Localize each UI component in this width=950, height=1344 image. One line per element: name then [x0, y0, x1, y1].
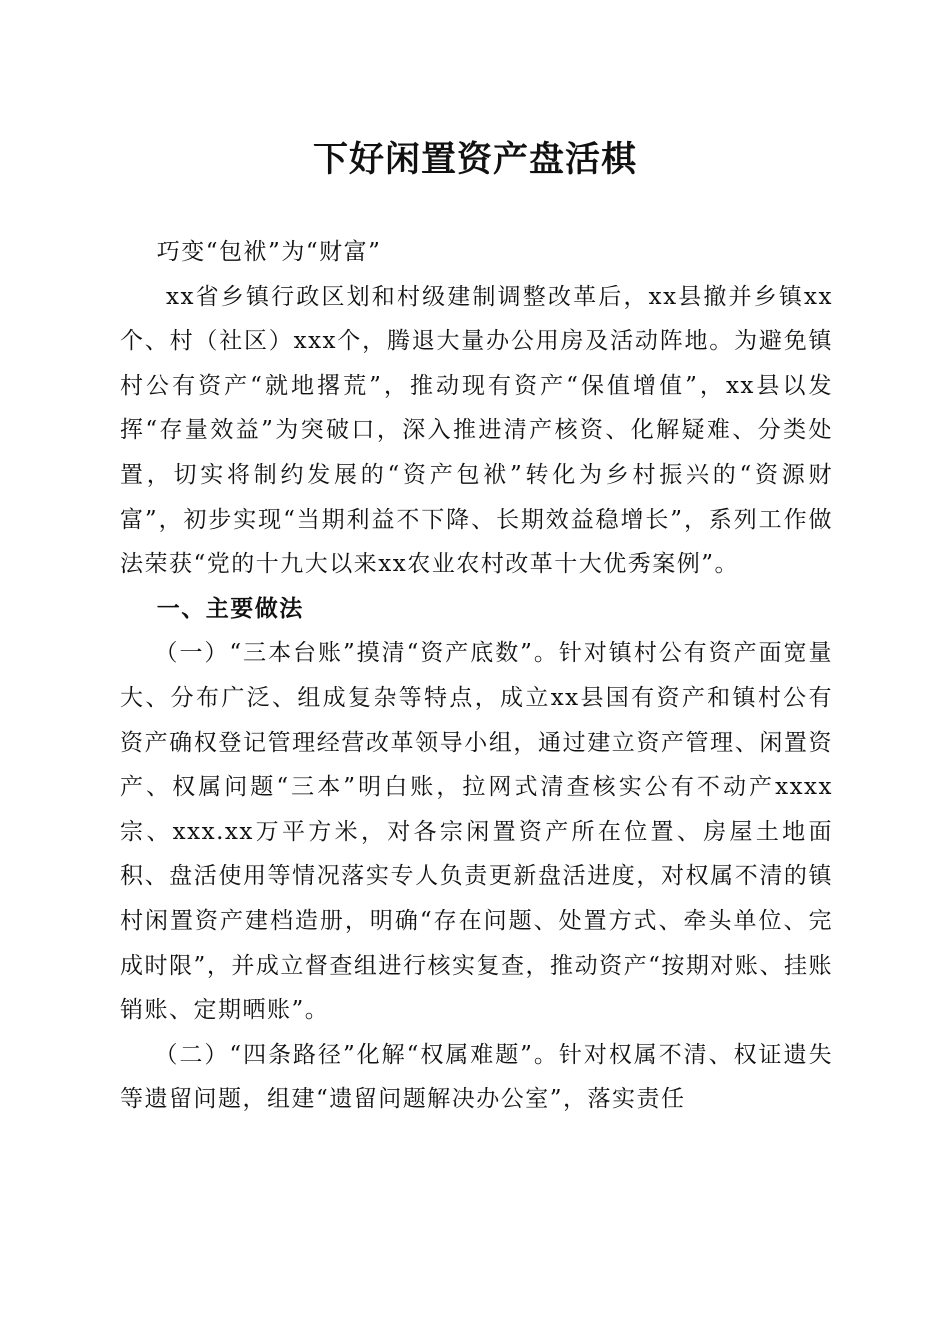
paragraph-item-1: （一）“三本台账”摸清“资产底数”。针对镇村公有资产面宽量大、分布广泛、组成复杂等特点，成立xx县国有资产和镇村公有资产确权登记管理经营改革领导小组，通过建立资产管理、闲置资产、权属问题“三本”明白账，拉网式清查核实公有不动产xxxx宗、xxx.xx万平方米，对各宗闲置资产所在位置、房屋土地面积、盘活使用等情况落实专人负责更新盘活进度，对权属不清的镇村闲置资产建档造册，明确“存在问题、处置方式、牵头单位、完成时限”，并成立督查组进行核实复查，推动资产“按期对账、挂账销账、定期晒账”。 [120, 640, 833, 1024]
document-title: 下好闲置资产盘活棋 [312, 139, 637, 180]
document-body [120, 230, 833, 1122]
intro-paragraph: xx省乡镇行政区划和村级建制调整改革后，xx县撤并乡镇xx个、村（社区）xxx个，腾退大量办公用房及活动阵地。为避免镇村公有资产“就地撂荒”，推动现有资产“保值增值”，xx县以发挥“存量效益”为突破口，深入推进清产核资、化解疑难、分类处置，切实将制约发展的“资产包袱”转化为乡村振兴的“资源财富”，初步实现“当期利益不下降、长期效益稳增长”，系列工作做法荣获“党的十九大以来xx农业农村改革十大优秀案例”。 [120, 283, 833, 578]
paragraph-item-2: （二）“四条路径”化解“权属难题”。针对权属不清、权证遗失等遗留问题，组建“遗留问题解决办公室”，落实责任 [120, 1041, 833, 1113]
section-heading-main-practices: 一、主要做法 [156, 595, 304, 622]
document-subtitle: 巧变“包袱”为“财富” [156, 239, 382, 265]
